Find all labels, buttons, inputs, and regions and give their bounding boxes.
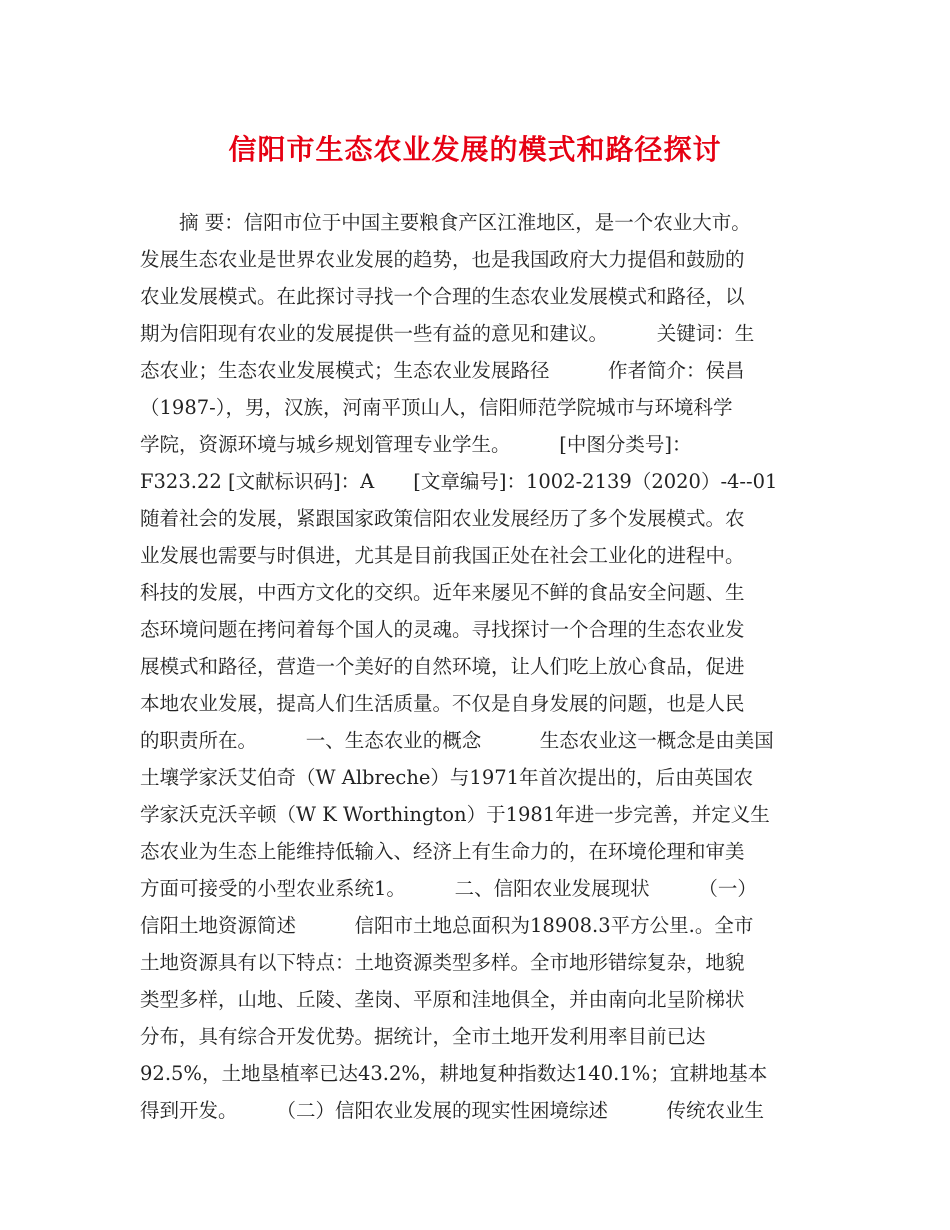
- text-line: 态农业为生态上能维持低输入、经济上有生命力的，在环境伦理和审美: [140, 840, 745, 863]
- text-line: 科技的发展，中西方文化的交织。近年来屡见不鲜的食品安全问题、生: [140, 581, 745, 604]
- text-line: 随着社会的发展，紧跟国家政策信阳农业发展经历了多个发展模式。农: [140, 507, 745, 530]
- text-line: 信阳土地资源简述 信阳市土地总面积为18908.3平方公里.。全市: [140, 914, 754, 937]
- text-line: 的职责所在。 一、生态农业的概念 生态农业这一概念是由美国: [140, 729, 774, 752]
- text-line: 摘 要：信阳市位于中国主要粮食产区江淮地区，是一个农业大市。: [140, 211, 751, 234]
- text-line: 态环境问题在拷问着每个国人的灵魂。寻找探讨一个合理的生态农业发: [140, 618, 745, 641]
- text-line: 本地农业发展，提高人们生活质量。不仅是自身发展的问题，也是人民: [140, 692, 745, 715]
- text-line: （1987-），男，汉族，河南平顶山人，信阳师范学院城市与环境科学: [140, 396, 733, 419]
- text-line: 态农业；生态农业发展模式；生态农业发展路径 作者简介：侯昌: [140, 359, 745, 382]
- text-line: 农业发展模式。在此探讨寻找一个合理的生态农业发展模式和路径，以: [140, 285, 745, 308]
- text-line: 土壤学家沃艾伯奇（W Albreche）与1971年首次提出的，后由英国农: [140, 766, 754, 789]
- text-line: 92.5%，土地垦植率已达43.2%，耕地复种指数达140.1%；宜耕地基本: [140, 1062, 768, 1085]
- text-line: 发展生态农业是世界农业发展的趋势，也是我国政府大力提倡和鼓励的: [140, 248, 745, 271]
- text-line: 土地资源具有以下特点：土地资源类型多样。全市地形错综复杂，地貌: [140, 951, 745, 974]
- text-line: F323.22 [文献标识码]：A [文章编号]：1002-2139（2020）-4--01: [140, 470, 778, 493]
- text-line: 学院，资源环境与城乡规划管理专业学生。 [中图分类号]：: [140, 433, 692, 456]
- text-line: 类型多样，山地、丘陵、垄岗、平原和洼地俱全，并由南向北呈阶梯状: [140, 988, 745, 1011]
- text-line: 方面可接受的小型农业系统1。 二、信阳农业发展现状 （一）: [140, 877, 757, 900]
- text-line: 分布，具有综合开发优势。据统计，全市土地开发利用率目前已达: [140, 1025, 706, 1048]
- text-line: 期为信阳现有农业的发展提供一些有益的意见和建议。 关键词：生: [140, 322, 755, 345]
- text-line: 展模式和路径，营造一个美好的自然环境，让人们吃上放心食品，促进: [140, 655, 745, 678]
- text-line: 得到开发。 （二）信阳农业发展的现实性困境综述 传统农业生: [140, 1099, 765, 1122]
- text-line: 业发展也需要与时俱进，尤其是目前我国正处在社会工业化的进程中。: [140, 544, 745, 567]
- text-line: 学家沃克沃辛顿（W K Worthington）于1981年进一步完善，并定义生: [140, 803, 770, 826]
- document-body: [140, 204, 812, 1129]
- document-title: 信阳市生态农业发展的模式和路径探讨: [228, 133, 722, 166]
